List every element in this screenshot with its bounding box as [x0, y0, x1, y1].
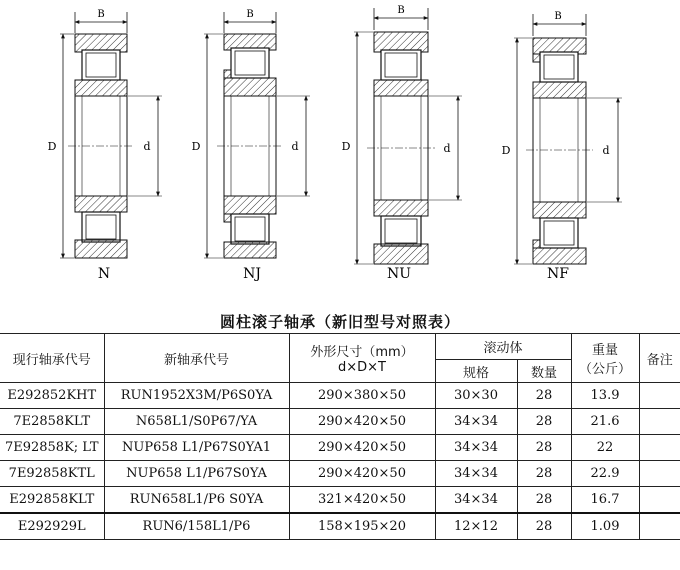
- cell-remark: [639, 435, 680, 461]
- cell-current: E292858KLT: [0, 487, 104, 514]
- cell-spec: 34×34: [435, 435, 517, 461]
- table-row: [0, 409, 680, 435]
- b-label: B: [397, 5, 405, 16]
- cell-weight: 1.09: [571, 513, 639, 540]
- d-outer-label: D: [47, 140, 57, 153]
- header-spec: 规格: [435, 360, 517, 383]
- cell-current: E292929L: [0, 513, 104, 540]
- cell-weight: 22.9: [571, 461, 639, 487]
- cell-current: 7E2858KLT: [0, 409, 104, 435]
- cell-spec: 34×34: [435, 461, 517, 487]
- cell-dims: 290×420×50: [289, 461, 435, 487]
- cell-count: 28: [517, 409, 571, 435]
- cell-new: N658L1/S0P67/YA: [104, 409, 289, 435]
- cell-remark: [639, 383, 680, 409]
- cell-dims: 290×420×50: [289, 409, 435, 435]
- cell-spec: 30×30: [435, 383, 517, 409]
- cell-remark: [639, 513, 680, 540]
- drawing-label: N: [97, 266, 111, 282]
- table-row: [0, 461, 680, 487]
- cell-remark: [639, 409, 680, 435]
- cell-spec: 34×34: [435, 487, 517, 514]
- b-label: B: [554, 11, 562, 22]
- cell-weight: 13.9: [571, 383, 639, 409]
- header-dimensions-sub: d×D×T: [338, 360, 386, 375]
- cell-new: NUP658 L1/P67S0YA: [104, 461, 289, 487]
- header-current-code: 现行轴承代号: [0, 334, 104, 383]
- cell-count: 28: [517, 435, 571, 461]
- cell-dims: 290×380×50: [289, 383, 435, 409]
- d-outer-label: D: [341, 140, 351, 153]
- header-weight-label: 重量: [592, 343, 619, 358]
- cell-count: 28: [517, 461, 571, 487]
- header-weight: [571, 334, 639, 383]
- drawing-nf: [502, 11, 622, 282]
- cell-new: RUN658L1/P6 S0YA: [104, 487, 289, 514]
- table-row: [0, 487, 680, 514]
- table-row: [0, 513, 680, 540]
- cell-weight: 21.6: [571, 409, 639, 435]
- drawing-label: NF: [547, 266, 569, 282]
- cell-weight: 22: [571, 435, 639, 461]
- bearing-comparison-table: [0, 333, 680, 540]
- drawing-n: [48, 9, 162, 282]
- d-inner-label: d: [143, 140, 151, 153]
- drawing-label: NJ: [243, 266, 261, 282]
- d-inner-label: d: [291, 140, 299, 153]
- drawing-nu: [342, 5, 462, 282]
- header-dimensions-label: 外形尺寸（mm）: [310, 345, 414, 360]
- b-label: B: [246, 9, 254, 20]
- table-title: 圆柱滚子轴承（新旧型号对照表）: [219, 313, 460, 331]
- cell-spec: 34×34: [435, 409, 517, 435]
- cell-count: 28: [517, 487, 571, 514]
- cell-new: RUN6/158L1/P6: [104, 513, 289, 540]
- cell-remark: [639, 461, 680, 487]
- cell-weight: 16.7: [571, 487, 639, 514]
- cell-new: NUP658 L1/P67S0YA1: [104, 435, 289, 461]
- d-outer-label: D: [501, 144, 511, 157]
- cell-spec: 12×12: [435, 513, 517, 540]
- header-rolling: 滚动体: [435, 334, 571, 360]
- d-inner-label: d: [443, 142, 451, 155]
- cell-dims: 290×420×50: [289, 435, 435, 461]
- cell-count: 28: [517, 513, 571, 540]
- cell-dims: 321×420×50: [289, 487, 435, 514]
- header-remark: 备注: [639, 334, 680, 383]
- drawing-nj: [192, 9, 310, 282]
- header-new-code: 新轴承代号: [104, 334, 289, 383]
- drawing-label: NU: [386, 266, 412, 282]
- cell-current: 7E92858KTL: [0, 461, 104, 487]
- header-count: 数量: [517, 360, 571, 383]
- table-row: [0, 383, 680, 409]
- cell-remark: [639, 487, 680, 514]
- header-dimensions: [289, 334, 435, 383]
- cell-current: 7E92858K; LT: [0, 435, 104, 461]
- cell-count: 28: [517, 383, 571, 409]
- cell-dims: 158×195×20: [289, 513, 435, 540]
- header-weight-unit: （公斤）: [579, 362, 632, 377]
- cell-current: E292852KHT: [0, 383, 104, 409]
- table-row: [0, 435, 680, 461]
- cell-new: RUN1952X3M/P6S0YA: [104, 383, 289, 409]
- b-label: B: [97, 9, 105, 20]
- d-outer-label: D: [191, 140, 201, 153]
- d-inner-label: d: [602, 144, 610, 157]
